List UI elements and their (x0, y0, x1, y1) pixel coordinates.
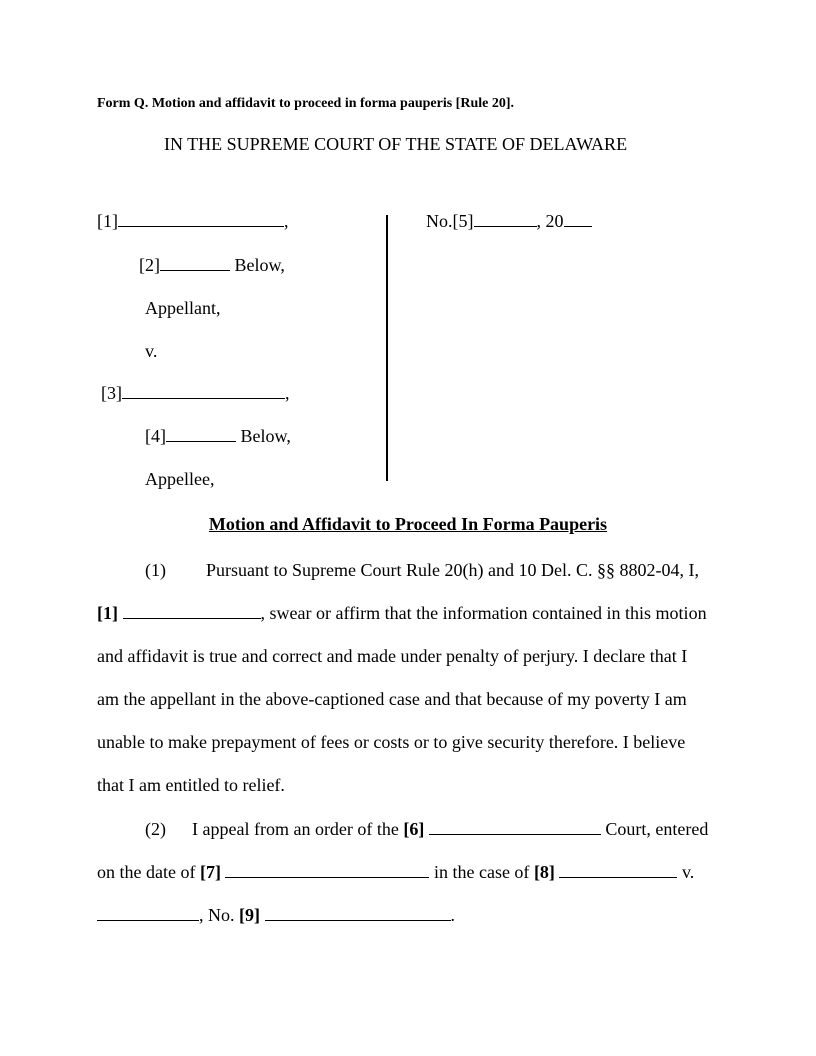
court-below2-blank[interactable] (166, 440, 236, 442)
court-below1-blank[interactable] (160, 269, 230, 271)
party2-blank[interactable] (122, 397, 285, 399)
para1-line3: and affidavit is true and correct and made under penalty of perjury. I declare that I (97, 646, 688, 666)
appellee-label: Appellee, (145, 469, 215, 489)
para1-line1: Pursuant to Supreme Court Rule 20(h) and 10 Del. C. §§ 8802-04, I, (206, 560, 699, 580)
case-party1-blank[interactable] (559, 876, 677, 878)
para2-line1: I appeal from an order of the [6] Court, entered (192, 819, 709, 839)
lower-case-number-blank[interactable] (265, 919, 451, 921)
para1-number: (1) (145, 560, 166, 580)
section-heading: Motion and Affidavit to Proceed In Forma Pauperis (208, 514, 608, 534)
appellant-label: Appellant, (145, 298, 221, 318)
versus-label: v. (145, 341, 158, 361)
case-party2-blank[interactable] (97, 919, 199, 921)
para1-line5: unable to make prepayment of fees or costs or to give security therefore. I believe (97, 732, 686, 752)
case-number-blank[interactable] (474, 225, 537, 227)
para2-line3: , No. [9] . (97, 905, 455, 926)
form-title: Form Q. Motion and affidavit to proceed in forma pauperis [Rule 20]. (97, 96, 514, 111)
para1-line2: [1] , swear or affirm that the information contained in this motion (97, 603, 707, 623)
caption-party1: [1] , (97, 211, 289, 231)
caption-party2: [3] , (101, 383, 290, 403)
caption-divider (386, 215, 388, 481)
lower-court-blank[interactable] (429, 833, 601, 835)
affiant-name-blank[interactable] (123, 617, 261, 619)
order-date-blank[interactable] (225, 876, 429, 878)
para1-line6: that I am entitled to relief. (97, 775, 285, 795)
case-number: No.[5] , 20 (426, 211, 592, 232)
caption-court-below-1: [2] Below, (139, 255, 285, 275)
party1-blank[interactable] (118, 225, 284, 227)
court-name: IN THE SUPREME COURT OF THE STATE OF DELAWARE (164, 134, 628, 154)
caption-court-below-2: [4] Below, (145, 426, 291, 446)
para2-line2: on the date of [7] in the case of [8] v. (97, 862, 695, 882)
case-year-blank[interactable] (564, 225, 592, 227)
para2-number: (2) (145, 819, 166, 839)
para1-line4: am the appellant in the above-captioned case and that because of my poverty I am (97, 689, 687, 709)
